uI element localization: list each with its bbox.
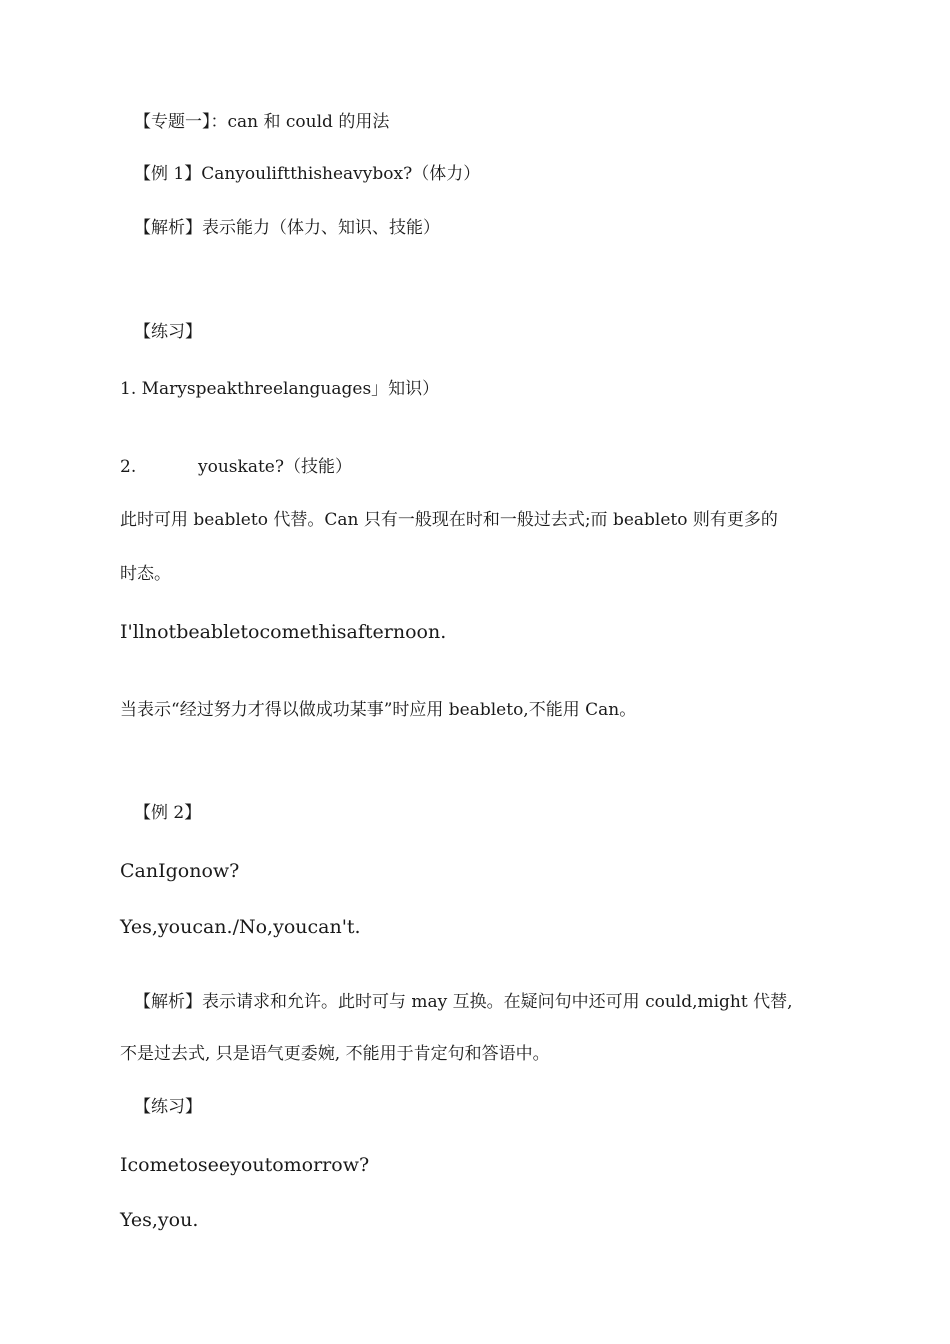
example-2-answer: Yes,youcan./No,youcan't.	[120, 916, 361, 938]
analysis-2-line-2: 不是过去式, 只是语气更委婉, 不能用于肯定句和答语中。	[120, 1044, 550, 1064]
practice-answer: Yes,you.	[120, 1209, 199, 1231]
example-1: 【例 1】Canyouliftthisheavybox?（体力）	[134, 164, 481, 184]
example-2-heading: 【例 2】	[134, 803, 202, 823]
practice-heading-2: 【练习】	[134, 1097, 202, 1117]
practice-item-1: 1. Maryspeakthreelanguages」知识）	[120, 379, 440, 399]
practice-item-2-number: 2.	[120, 457, 137, 477]
practice-question: Icometoseeyoutomorrow?	[120, 1154, 370, 1176]
example-sentence-afternoon: I'llnotbeabletocomethisafternoon.	[120, 621, 447, 643]
analysis-1: 【解析】表示能力（体力、知识、技能）	[134, 218, 440, 238]
note-beableto-line-1: 此时可用 beableto 代替。Can 只有一般现在时和一般过去式;而 beableto 则有更多的	[120, 510, 778, 530]
practice-heading-1: 【练习】	[134, 322, 202, 342]
practice-item-2-text: youskate?（技能）	[198, 457, 352, 477]
note-effort: 当表示“经过努力才得以做成功某事”时应用 beableto,不能用 Can。	[120, 700, 637, 720]
example-2-question: CanIgonow?	[120, 860, 240, 882]
topic-heading: 【专题一】：can 和 could 的用法	[134, 112, 390, 132]
note-beableto-line-2: 时态。	[120, 564, 171, 584]
analysis-2-line-1: 【解析】表示请求和允许。此时可与 may 互换。在疑问句中还可用 could,might 代替,	[134, 992, 793, 1012]
